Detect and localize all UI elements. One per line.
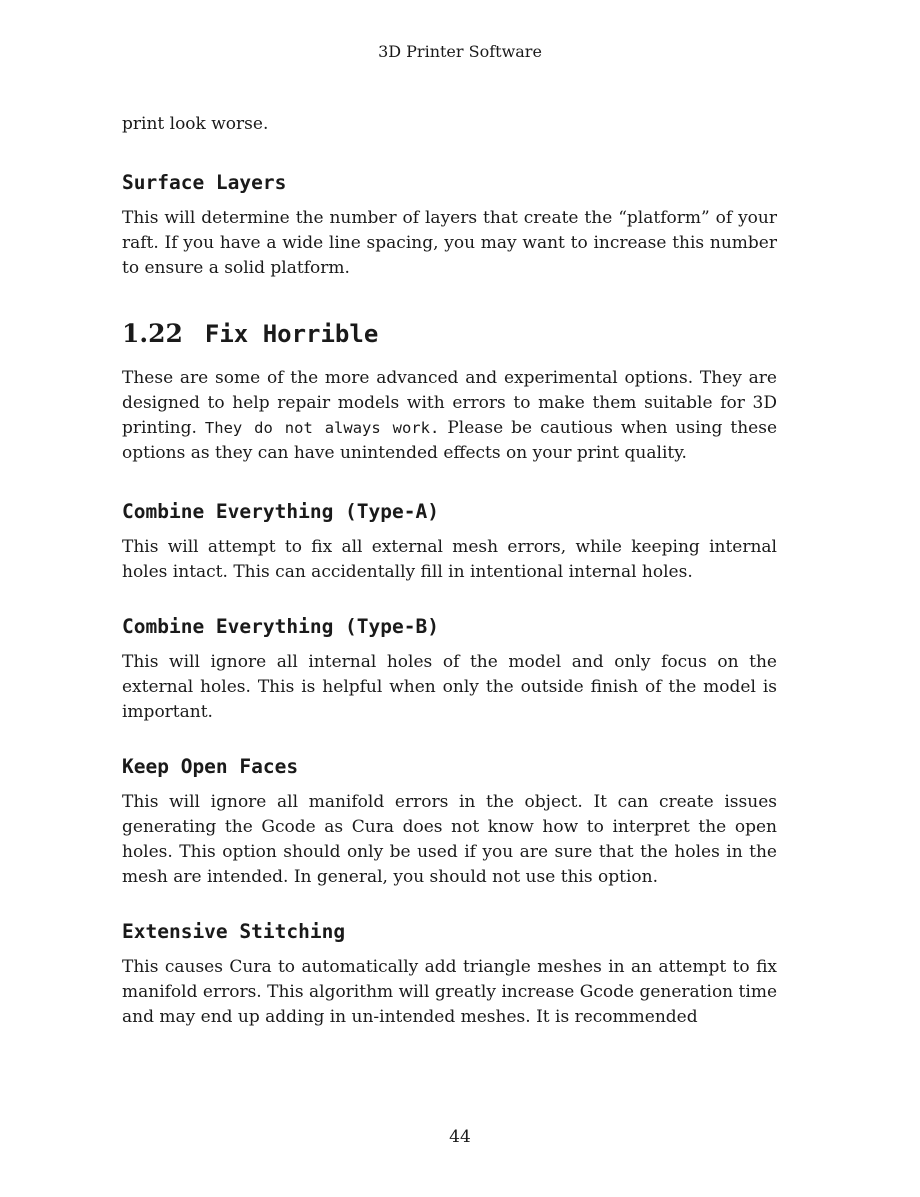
heading-combine-type-b: Combine Everything (Type-B)	[122, 615, 439, 638]
heading-surface-layers: Surface Layers	[122, 171, 287, 194]
section-number: 1.22	[122, 319, 183, 348]
heading-combine-type-a: Combine Everything (Type-A)	[122, 500, 439, 523]
page-body	[122, 110, 777, 1030]
running-header: 3D Printer Software	[378, 42, 542, 61]
continuation-paragraph: print look worse.	[122, 114, 269, 134]
paragraph-surface-layers: This will determine the number of layers that create the “platform” of your raft. If you have a wide line spacing, you may want to increase this number to ensure a solid platform.	[122, 208, 777, 278]
heading-keep-open-faces: Keep Open Faces	[122, 755, 299, 778]
intro-text-before: These are some of the more advanced and experimental options. They are designed to help repair models with errors to make them suitable for 3D printing.	[122, 368, 777, 438]
paragraph-combine-type-a: This will attempt to fix all external mesh errors, while keeping internal holes intact. This can accidentally fill in intentional internal holes.	[122, 537, 777, 582]
paragraph-combine-type-b: This will ignore all internal holes of the model and only focus on the external holes. This is helpful when only the outside finish of the model is important.	[122, 652, 777, 722]
section-title: Fix Horrible	[204, 320, 379, 348]
intro-text-after: Please be cautious when using these options as they can have unintended effects on your print quality.	[122, 418, 777, 463]
intro-warning-mono: They do not always work.	[204, 419, 440, 437]
heading-extensive-stitching: Extensive Stitching	[122, 920, 346, 943]
section-heading	[122, 319, 777, 348]
paragraph-keep-open-faces: This will ignore all manifold errors in the object. It can create issues generating the Gcode as Cura does not know how to interpret the open holes. This option should only be used if you are sure that the holes in the mesh are intended. In general, you should not use this option.	[122, 792, 777, 887]
page-number: 44	[449, 1127, 471, 1147]
paragraph-extensive-stitching: This causes Cura to automatically add triangle meshes in an attempt to fix manifold errors. This algorithm will greatly increase Gcode generation time and may end up adding in un-intended meshes. It is recommended	[122, 957, 777, 1027]
paragraph-section-intro	[122, 366, 777, 466]
